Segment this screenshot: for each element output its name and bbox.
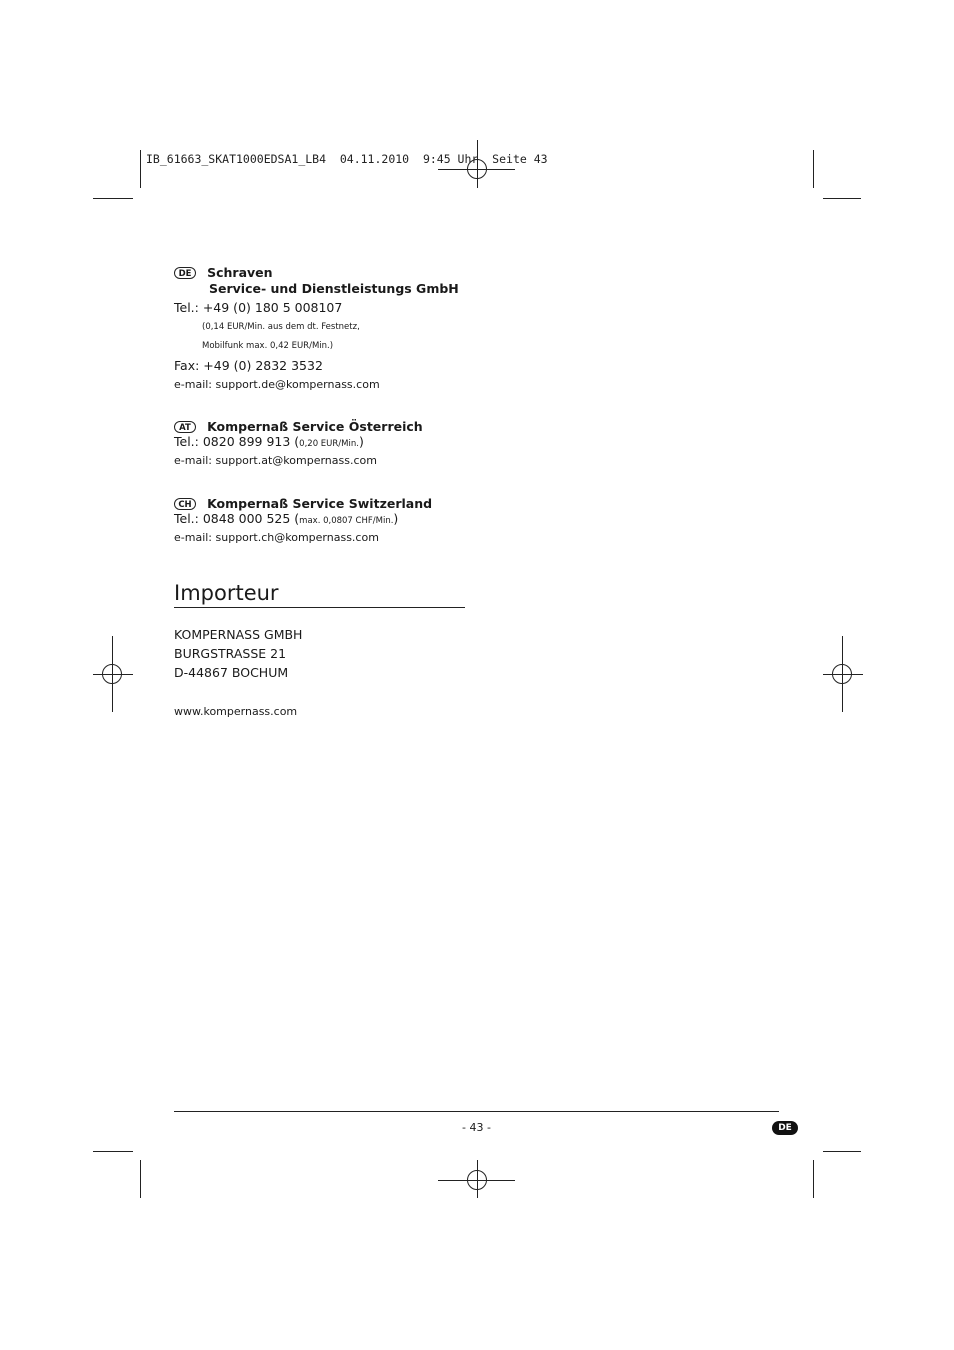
importer-city: D-44867 BOCHUM xyxy=(174,665,289,680)
email: e-mail: support.de@kompernass.com xyxy=(174,378,380,391)
phone-note: (0,14 EUR/Min. aus dem dt. Festnetz, xyxy=(202,322,360,332)
importer-street: BURGSTRASSE 21 xyxy=(174,646,287,661)
heading-underline xyxy=(174,607,465,608)
crop-mark xyxy=(823,1151,861,1152)
page-number: - 43 - xyxy=(462,1121,491,1134)
section-heading-importer: Importeur xyxy=(174,581,279,605)
importer-company: KOMPERNASS GMBH xyxy=(174,627,303,642)
email: e-mail: support.ch@kompernass.com xyxy=(174,531,379,544)
crop-mark xyxy=(140,150,141,188)
email: e-mail: support.at@kompernass.com xyxy=(174,454,377,467)
fax: Fax: +49 (0) 2832 3532 xyxy=(174,358,323,373)
crop-mark xyxy=(93,1151,133,1152)
crop-mark xyxy=(813,150,814,188)
crop-mark xyxy=(813,1160,814,1198)
crop-mark xyxy=(140,1160,141,1198)
crop-mark xyxy=(93,198,133,199)
company-name: Kompernaß Service Switzerland xyxy=(207,496,433,511)
company-name: Kompernaß Service Österreich xyxy=(207,419,423,434)
phone: Tel.: 0848 000 525 (max. 0,0807 CHF/Min.) xyxy=(174,511,399,526)
country-badge-de: DE xyxy=(174,267,196,279)
phone: Tel.: +49 (0) 180 5 008107 xyxy=(174,300,343,315)
crop-mark xyxy=(823,198,861,199)
print-slug: IB_61663_SKAT1000EDSA1_LB4 04.11.2010 9:45 Uhr Seite 43 xyxy=(146,152,548,166)
importer-website: www.kompernass.com xyxy=(174,705,298,718)
phone: Tel.: 0820 899 913 (0,20 EUR/Min.) xyxy=(174,434,364,449)
footer-rule xyxy=(174,1111,779,1112)
language-badge-de: DE xyxy=(772,1121,798,1135)
phone-note: Mobilfunk max. 0,42 EUR/Min.) xyxy=(202,341,334,351)
country-badge-at: AT xyxy=(174,421,196,433)
company-name: Schraven xyxy=(207,265,273,280)
company-name-line2: Service- und Dienstleistungs GmbH xyxy=(209,281,459,296)
country-badge-ch: CH xyxy=(174,498,196,510)
